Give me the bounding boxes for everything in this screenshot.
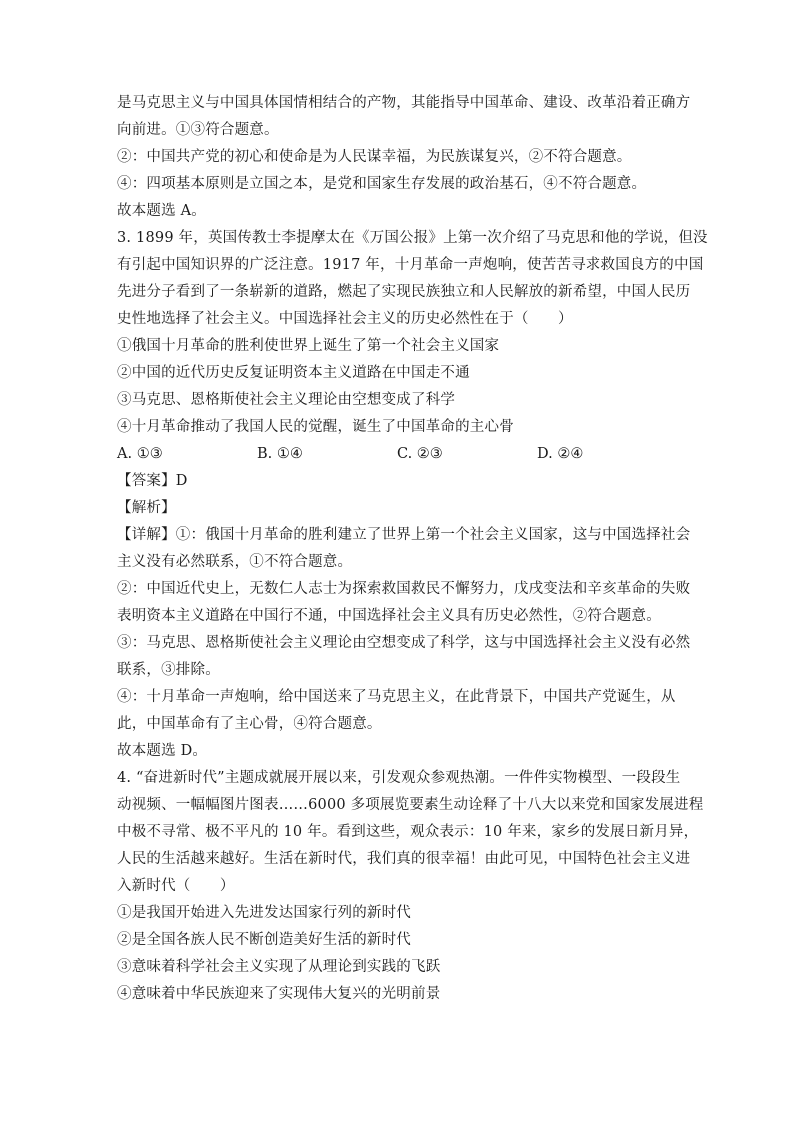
statement-item: ②是全国各族人民不断创造美好生活的新时代 (117, 932, 411, 948)
text-line: ④：四项基本原则是立国之本，是党和国家生存发展的政治基石，④不符合题意。 (117, 176, 647, 192)
option-b: B. ①④ (257, 446, 303, 462)
statement-item: ④意味着中华民族迎来了实现伟大复兴的光明前景 (117, 986, 441, 1002)
statement-item: ①是我国开始进入先进发达国家行列的新时代 (117, 905, 411, 921)
question-stem-line: 3. 1899 年，英国传教士李提摩太在《万国公报》上第一次介绍了马克思和他的学说，但没 (117, 230, 708, 246)
analysis-line: 故本题选 D。 (117, 743, 208, 759)
answer-options (117, 441, 677, 468)
question-stem-line: 人民的生活越来越好。生活在新时代，我们真的很幸福！由此可见，中国特色社会主义进 (117, 851, 691, 867)
question-stem-line: 有引起中国知识界的广泛注意。1917 年，十月革命一声炮响，使苦苦寻求救国良方的中国 (117, 257, 704, 273)
answer-label: 【答案】D (117, 473, 188, 489)
question-3 (117, 225, 708, 765)
text-line: 故本题选 A。 (117, 203, 206, 219)
analysis-line: 【详解】①：俄国十月革命的胜利建立了世界上第一个社会主义国家，这与中国选择社会 (117, 527, 691, 543)
analysis-line: ④：十月革命一声炮响，给中国送来了马克思主义，在此背景下，中国共产党诞生，从 (117, 689, 676, 705)
analysis-line: 表明资本主义道路在中国行不通，中国选择社会主义具有历史必然性，②符合题意。 (117, 608, 661, 624)
analysis-line: ③：马克思、恩格斯使社会主义理论由空想变成了科学，这与中国选择社会主义没有必然 (117, 635, 691, 651)
question-stem-line: 先进分子看到了一条崭新的道路，燃起了实现民族独立和人民解放的新希望，中国人民历 (117, 284, 691, 300)
analysis-label: 【解析】 (117, 500, 176, 516)
statement-item: ③意味着科学社会主义实现了从理论到实践的飞跃 (117, 959, 441, 975)
analysis-line: 联系，③排除。 (117, 662, 220, 678)
option-c: C. ②③ (397, 446, 443, 462)
question-stem-line: 动视频、一幅幅图片图表……6000 多项展览要素生动诠释了十八大以来党和国家发展进程 (117, 797, 704, 813)
text-line: 向前进。①③符合题意。 (117, 122, 279, 138)
analysis-line: 此，中国革命有了主心骨，④符合题意。 (117, 716, 382, 732)
analysis-line: 主义没有必然联系，①不符合题意。 (117, 554, 353, 570)
option-a: A. ①③ (117, 446, 163, 462)
question-stem-line: 4. “奋进新时代”主题成就展开展以来，引发观众参观热潮。一件件实物模型、一段段生 (117, 770, 681, 786)
document-page (117, 90, 708, 1008)
question-stem-line: 中极不寻常、极不平凡的 10 年。看到这些，观众表示：10 年来，家乡的发展日新月异， (117, 824, 699, 840)
question-stem-line: 入新时代（ ） (117, 878, 235, 894)
prev-analysis (117, 90, 691, 225)
text-line: 是马克思主义与中国具体国情相结合的产物，其能指导中国革命、建设、改革沿着正确方 (117, 95, 691, 111)
option-d: D. ②④ (537, 446, 584, 462)
statement-item: ②中国的近代历史反复证明资本主义道路在中国走不通 (117, 365, 470, 381)
text-line: ②：中国共产党的初心和使命是为人民谋幸福，为民族谋复兴，②不符合题意。 (117, 149, 632, 165)
analysis-line: ②：中国近代史上，无数仁人志士为探索救国救民不懈努力，戊戌变法和辛亥革命的失败 (117, 581, 691, 597)
statement-item: ①俄国十月革命的胜利使世界上诞生了第一个社会主义国家 (117, 338, 500, 354)
statement-item: ④十月革命推动了我国人民的觉醒，诞生了中国革命的主心骨 (117, 419, 514, 435)
statement-item: ③马克思、恩格斯使社会主义理论由空想变成了科学 (117, 392, 456, 408)
question-stem-line: 史性地选择了社会主义。中国选择社会主义的历史必然性在于（ ） (117, 311, 573, 327)
question-4 (117, 765, 704, 1008)
